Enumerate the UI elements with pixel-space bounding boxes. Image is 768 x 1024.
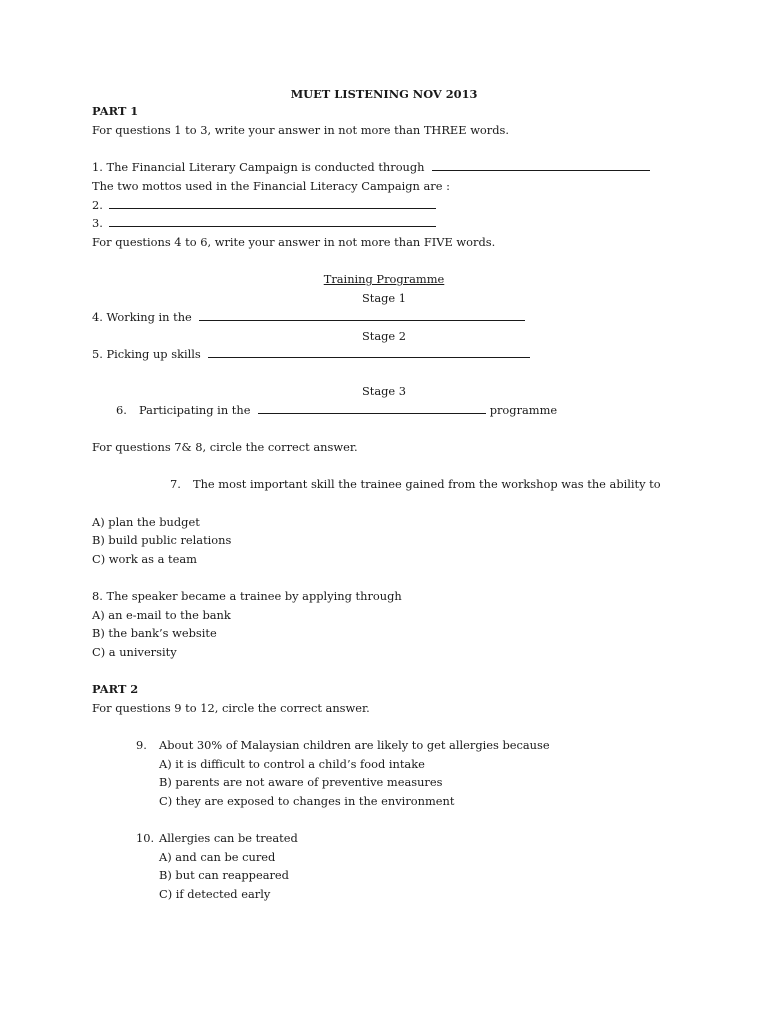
q10-option-c[interactable]: C) if detected early	[159, 887, 271, 901]
q9-option-b[interactable]: B) parents are not aware of preventive measures	[159, 775, 443, 789]
question-4-text: 4. Working in the	[92, 310, 192, 324]
question-3	[92, 216, 436, 230]
question-6-number: 6.	[116, 403, 127, 417]
q8-option-b[interactable]: B) the bank’s website	[92, 626, 217, 640]
question-9-text: About 30% of Malaysian children are likely to get allergies because	[159, 738, 550, 752]
training-programme-title: Training Programme	[323, 272, 445, 286]
q10-option-a[interactable]: A) and can be cured	[159, 850, 276, 864]
answer-blank-1[interactable]	[432, 160, 650, 171]
q9-option-c[interactable]: C) they are exposed to changes in the environment	[159, 794, 455, 808]
answer-blank-3[interactable]	[109, 216, 436, 227]
q9-option-a[interactable]: A) it is difficult to control a child’s food intake	[159, 757, 425, 771]
q8-option-a[interactable]: A) an e-mail to the bank	[92, 608, 231, 622]
mottos-intro: The two mottos used in the Financial Literacy Campaign are :	[92, 179, 450, 193]
question-3-number: 3.	[92, 216, 103, 230]
question-6-text: Participating in the	[139, 403, 251, 417]
question-10-number: 10.	[136, 831, 155, 845]
instructions-q1-3: For questions 1 to 3, write your answer in not more than THREE words.	[92, 123, 509, 137]
question-1	[92, 160, 650, 174]
question-2-number: 2.	[92, 198, 103, 212]
q7-option-b[interactable]: B) build public relations	[92, 533, 232, 547]
q8-option-c[interactable]: C) a university	[92, 645, 177, 659]
stage-1-label: Stage 1	[361, 291, 407, 305]
q7-option-a[interactable]: A) plan the budget	[92, 515, 200, 529]
question-5	[92, 347, 530, 361]
question-6-tail: programme	[489, 403, 558, 417]
q7-option-c[interactable]: C) work as a team	[92, 552, 197, 566]
stage-2-label: Stage 2	[361, 329, 407, 343]
part1-heading: PART 1	[92, 104, 139, 118]
instructions-q7-8: For questions 7& 8, circle the correct answer.	[92, 440, 358, 454]
answer-blank-4[interactable]	[199, 310, 525, 321]
question-1-text: 1. The Financial Literary Campaign is conducted through	[92, 160, 425, 174]
question-4	[92, 310, 525, 324]
question-8-text: 8. The speaker became a trainee by applying through	[92, 589, 402, 603]
question-5-text: 5. Picking up skills	[92, 347, 201, 361]
question-2	[92, 198, 436, 212]
question-6	[139, 403, 557, 417]
question-7-number: 7.	[170, 477, 181, 491]
answer-blank-6[interactable]	[258, 403, 486, 414]
q10-option-b[interactable]: B) but can reappeared	[159, 868, 289, 882]
instructions-q9-12: For questions 9 to 12, circle the correct answer.	[92, 701, 370, 715]
page-title: MUET LISTENING NOV 2013	[290, 87, 478, 101]
question-10-text: Allergies can be treated	[159, 831, 298, 845]
question-7-text: The most important skill the trainee gained from the workshop was the ability to	[193, 477, 661, 491]
answer-blank-5[interactable]	[208, 347, 530, 358]
stage-3-label: Stage 3	[361, 384, 407, 398]
part2-heading: PART 2	[92, 682, 139, 696]
answer-blank-2[interactable]	[109, 198, 436, 209]
question-9-number: 9.	[136, 738, 147, 752]
instructions-q4-6: For questions 4 to 6, write your answer in not more than FIVE words.	[92, 235, 496, 249]
